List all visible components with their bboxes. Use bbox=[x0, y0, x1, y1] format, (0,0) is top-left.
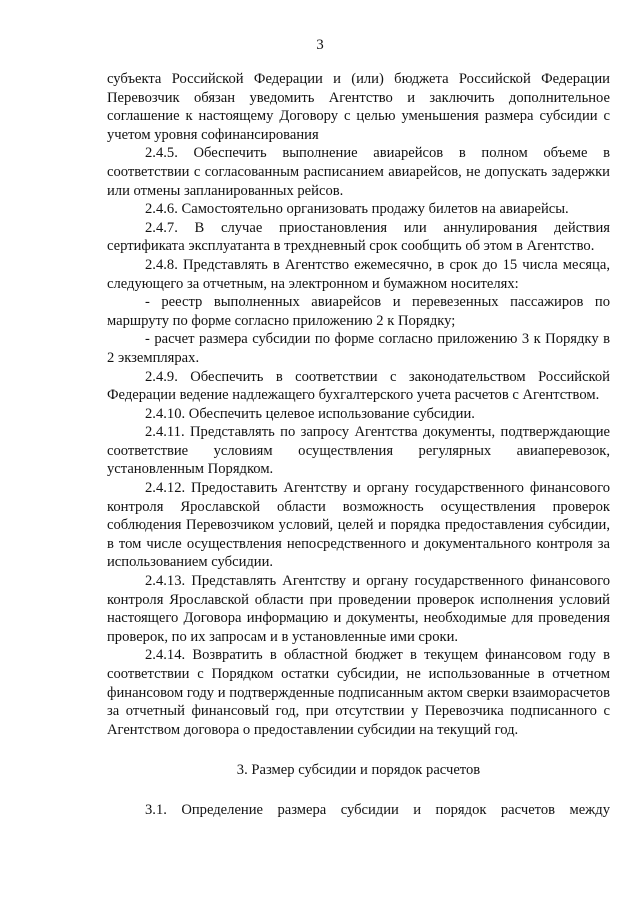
paragraph-2-4-10: 2.4.10. Обеспечить целевое использование субсидии. bbox=[145, 405, 475, 422]
paragraph-2-4-14: 2.4.14. Возвратить в областной бюджет в текущем финансовом году в соответствии с Порядком остатки субсидии, не использованные в отчетном финансовом году и подтвержденные подписанным актом сверки взаиморасчетов за отчетный финансовый год, при отсутствии у Перевозчика подписанного с Агентством договора о предоставлении субсидии на текущий год. bbox=[107, 647, 610, 738]
paragraph-2-4-11: 2.4.11. Представлять по запросу Агентства документы, подтверждающие соответствие условиям осуществления регулярных авиаперевозок, установленным Порядком. bbox=[107, 424, 610, 478]
paragraph-continuation: субъекта Российской Федерации и (или) бюджета Российской Федерации Перевозчик обязан уведомить Агентство и заключить дополнительное соглашение к настоящему Договору с целью уменьшения размера субсидии с учетом уровня софинансирования bbox=[107, 71, 610, 143]
paragraph-2-4-5: 2.4.5. Обеспечить выполнение авиарейсов в полном объеме в соответствии с согласованным расписанием авиарейсов, не допускать задержки или отмены запланированных рейсов. bbox=[107, 145, 610, 199]
list-item-calculation: - расчет размера субсидии по форме согласно приложению 3 к Порядку в 2 экземплярах. bbox=[107, 331, 610, 366]
page-number: 3 bbox=[316, 37, 324, 53]
paragraph-2-4-8: 2.4.8. Представлять в Агентство ежемесячно, в срок до 15 числа месяца, следующего за отчетным, на электронном и бумажном носителях: bbox=[107, 256, 610, 292]
section-heading: 3. Размер субсидии и порядок расчетов bbox=[236, 762, 481, 779]
paragraph-2-4-12: 2.4.12. Предоставить Агентству и органу государственного финансового контроля Ярославской области возможность осуществления проверок соблюдения Перевозчиком условий, целей и порядка предоставления субсидии, в том числе осуществления непосредственного и документального контроля за использованием субсидии. bbox=[107, 480, 610, 571]
paragraph-2-4-13: 2.4.13. Представлять Агентству и органу государственного финансового контроля Ярославской области при проведении проверок исполнения условий настоящего Договора информацию и документы, необходимые для проведения проверок, по их запросам и в установленные ими сроки. bbox=[107, 573, 610, 645]
list-item-registry: - реестр выполненных авиарейсов и перевезенных пассажиров по маршруту по форме согласно приложению 2 к Порядку; bbox=[107, 294, 610, 329]
paragraph-2-4-6: 2.4.6. Самостоятельно организовать продажу билетов на авиарейсы. bbox=[145, 201, 569, 218]
paragraph-3-1: 3.1. Определение размера субсидии и порядок расчетов между bbox=[145, 801, 610, 818]
document-body bbox=[107, 70, 610, 820]
paragraph-2-4-9: 2.4.9. Обеспечить в соответствии с законодательством Российской Федерации ведение надлежащего бухгалтерского учета расчетов с Агентством. bbox=[107, 368, 610, 404]
paragraph-2-4-7: 2.4.7. В случае приостановления или аннулирования действия сертификата эксплуатанта в трехдневный срок сообщить об этом в Агентство. bbox=[107, 219, 610, 255]
